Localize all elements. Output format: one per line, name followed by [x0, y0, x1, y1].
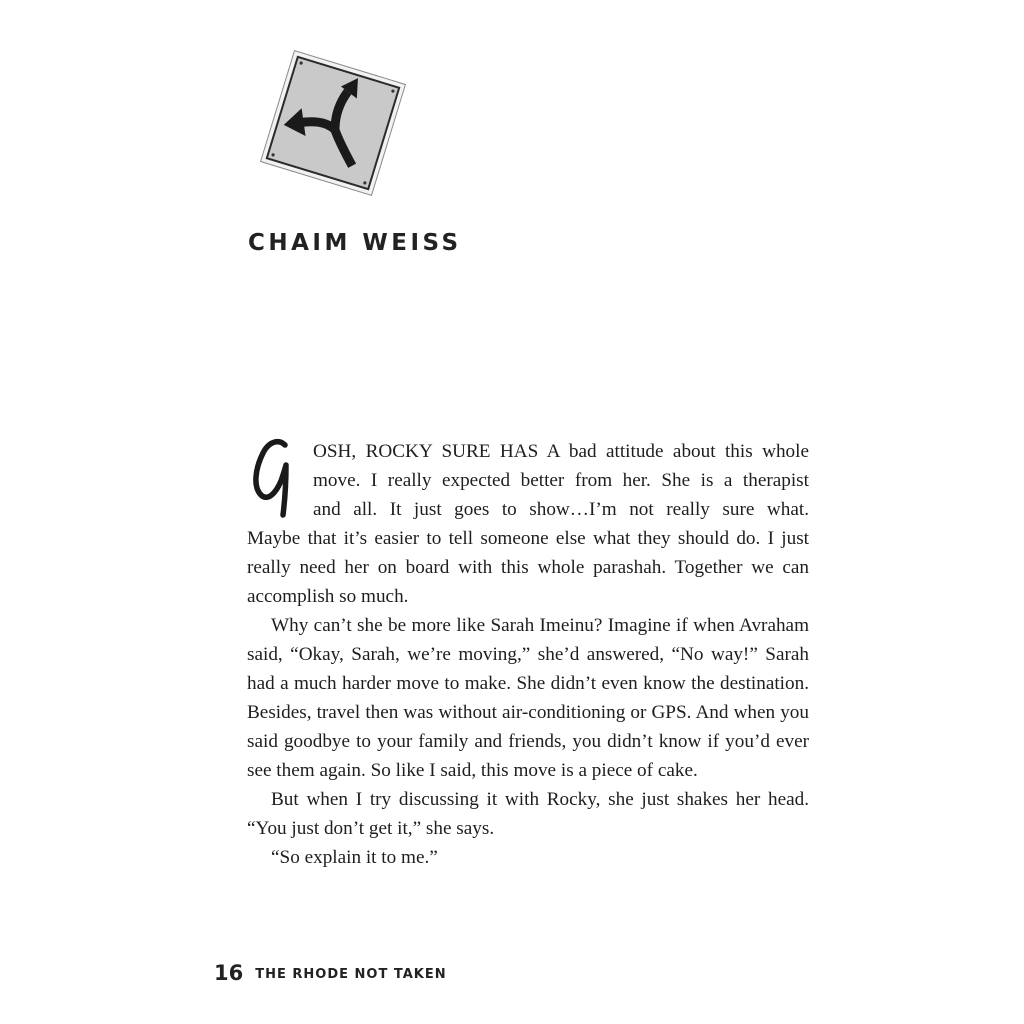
chapter-title: CHAIM WEISS: [248, 230, 462, 256]
page-footer: [214, 961, 447, 985]
paragraph-1-rest: Maybe that it’s easier to tell someone else what they should do. I just really need her on board with this whole parashah. Together we can accomplish so much.: [247, 528, 809, 607]
fork-in-road-sign-icon: [254, 44, 412, 202]
chapter-body: [247, 437, 809, 872]
paragraph-1: [247, 437, 809, 611]
paragraph-3: But when I try discussing it with Rocky, she just shakes her head. “You just don’t get it,” she says.: [247, 789, 809, 839]
paragraph-2: Why can’t she be more like Sarah Imeinu? Imagine if when Avraham said, “Okay, Sarah, we’re moving,” she’d answered, “No way!” Sarah had a much harder move to make. She didn’t even know the destination. Besides, travel then was without air-conditioning or GPS. And when you said goodbye to your family and friends, you didn’t know if you’d ever see them again. So like I said, this move is a piece of cake.: [247, 615, 809, 781]
drop-cap-letter-g: [245, 435, 303, 521]
paragraph-1-line-1: OSH, ROCKY SURE HAS A bad attitude about this whole: [313, 441, 809, 462]
paragraph-4: “So explain it to me.”: [271, 847, 438, 868]
paragraph-1-line-2: move. I really expected better from her. She is a therapist: [313, 470, 809, 491]
paragraph-1-line-3: and all. It just goes to show…I’m not really sure what.: [313, 499, 809, 520]
running-title: THE RHODE NOT TAKEN: [255, 967, 447, 982]
page-number: 16: [214, 961, 244, 985]
